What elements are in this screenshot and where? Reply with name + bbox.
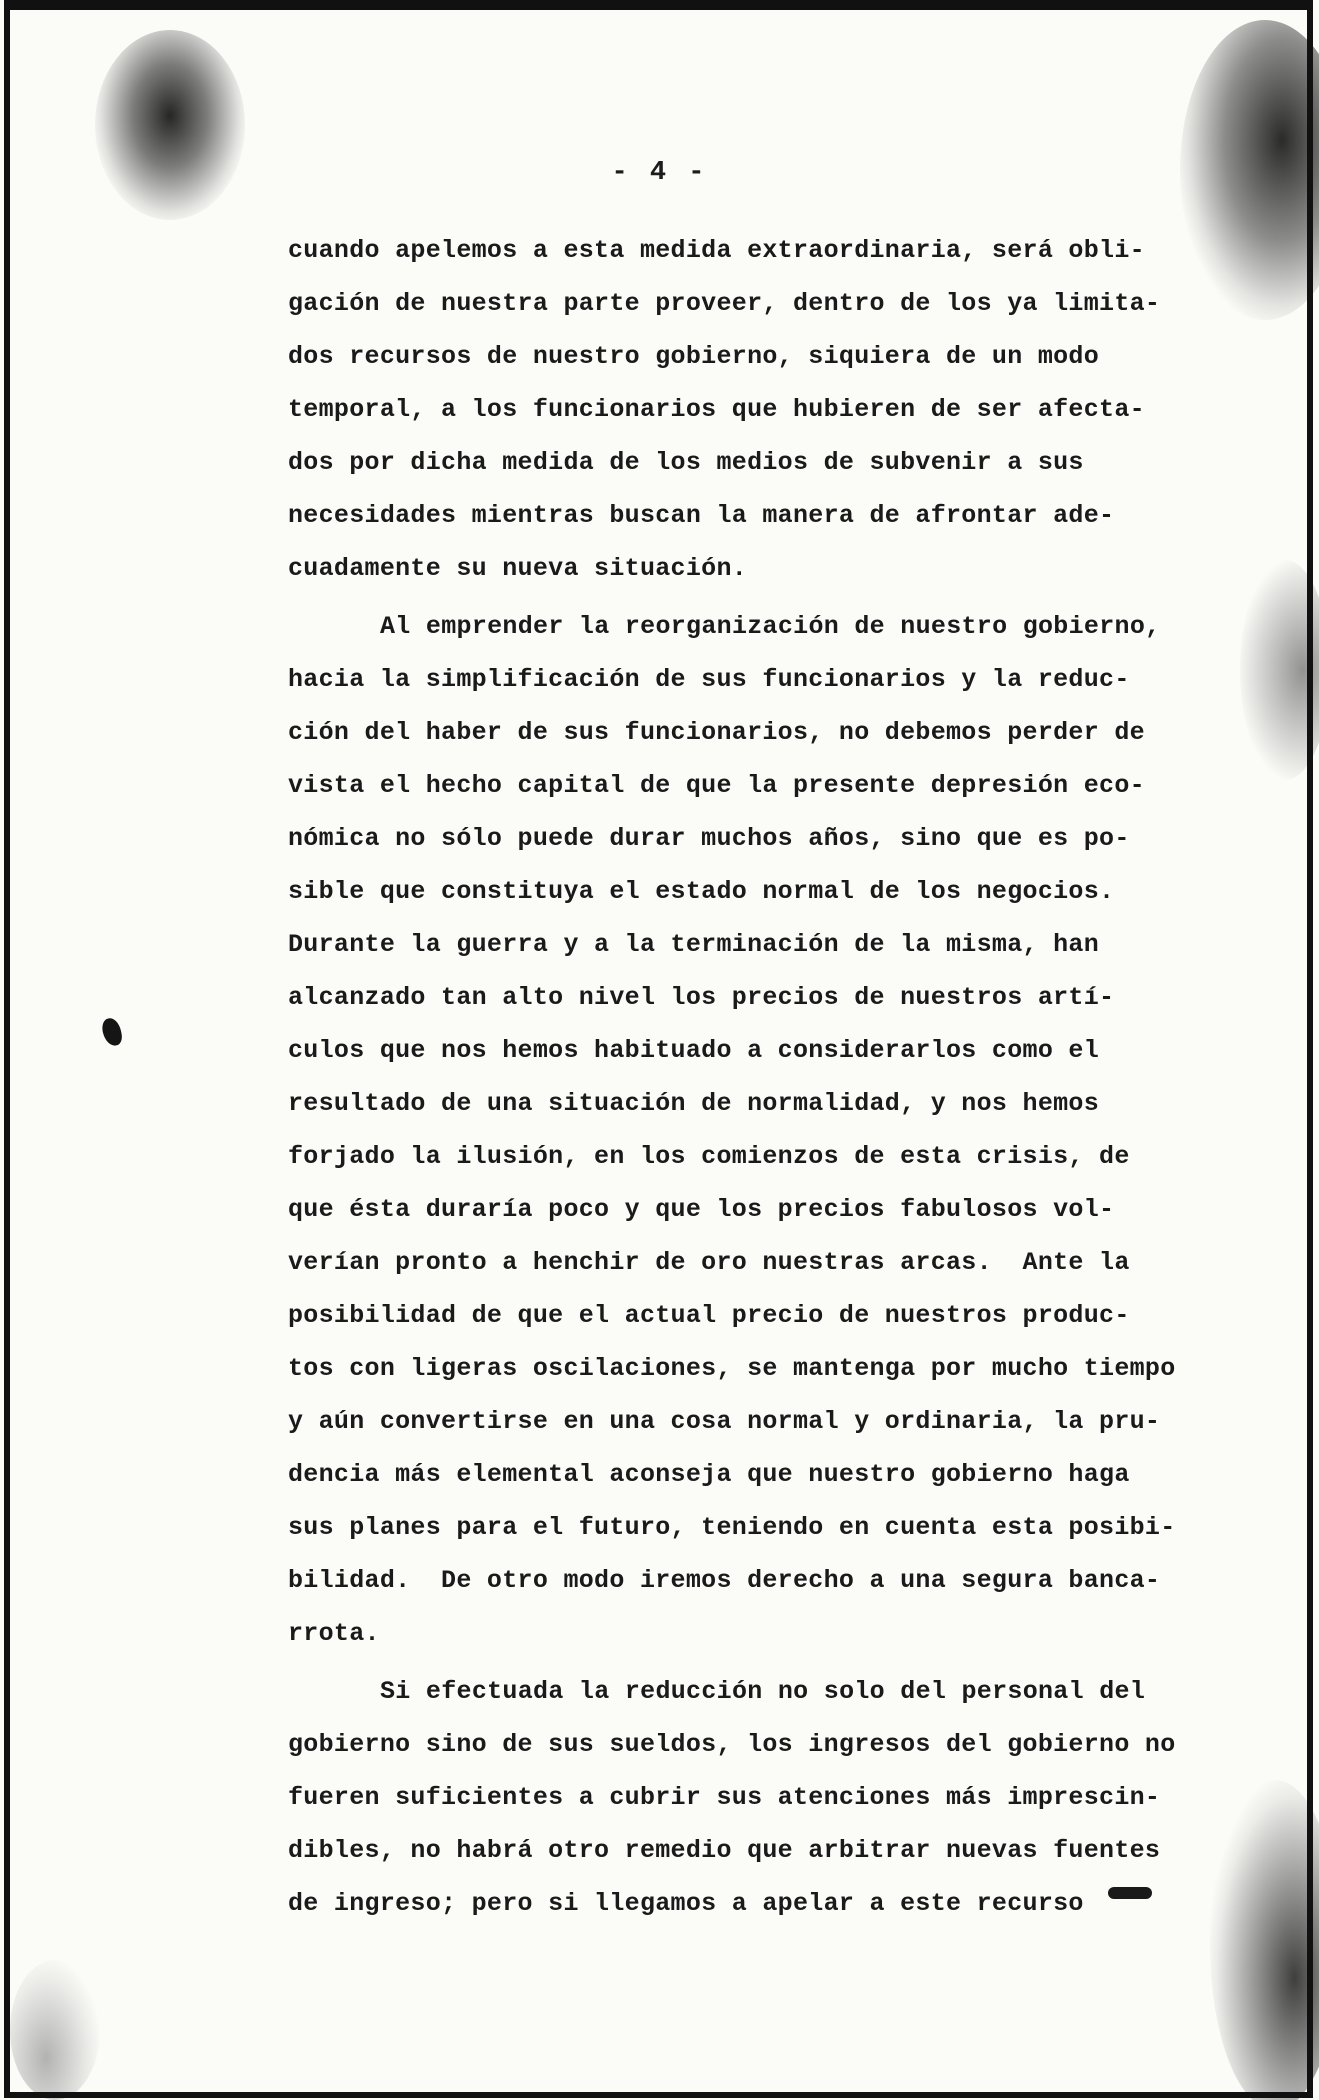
text-line: cuando apelemos a esta medida extraordinaria, será obli- [288,236,1145,265]
text-line: gobierno sino de sus sueldos, los ingresos del gobierno no [288,1730,1176,1759]
text-line: sible que constituya el estado normal de los negocios. [288,877,1115,906]
text-line: necesidades mientras buscan la manera de afrontar ade- [288,501,1115,530]
text-line: tos con ligeras oscilaciones, se mantenga por mucho tiempo [288,1354,1176,1383]
text-line: verían pronto a henchir de oro nuestras arcas. Ante la [288,1248,1130,1277]
text-line: alcanzado tan alto nivel los precios de nuestros artí- [288,983,1115,1012]
text-line: rrota. [288,1619,380,1648]
text-line: que ésta duraría poco y que los precios fabulosos vol- [288,1195,1115,1224]
text-line: ción del haber de sus funcionarios, no debemos perder de [288,718,1145,747]
text-line: Durante la guerra y a la terminación de la misma, han [288,930,1100,959]
text-line: forjado la ilusión, en los comienzos de esta crisis, de [288,1142,1130,1171]
text-line: vista el hecho capital de que la presente depresión eco- [288,771,1145,800]
text-line: de ingreso; pero si llegamos a apelar a este recurso [288,1889,1084,1918]
text-line: posibilidad de que el actual precio de nuestros produc- [288,1301,1130,1330]
continuation-dash [1108,1887,1152,1899]
page-number: - 4 - [611,158,708,188]
text-line: sus planes para el futuro, teniendo en cuenta esta posibi- [288,1513,1176,1542]
text-line: Si efectuada la reducción no solo del personal del [380,1677,1146,1706]
text-line: bilidad. De otro modo iremos derecho a una segura banca- [288,1566,1161,1595]
text-line: dos recursos de nuestro gobierno, siquiera de un modo [288,342,1100,371]
text-line: resultado de una situación de normalidad, y nos hemos [288,1089,1100,1118]
text-line: dibles, no habrá otro remedio que arbitrar nuevas fuentes [288,1836,1161,1865]
text-line: dos por dicha medida de los medios de subvenir a sus [288,448,1084,477]
text-line: Al emprender la reorganización de nuestro gobierno, [380,612,1161,641]
text-line: temporal, a los funcionarios que hubieren de ser afecta- [288,395,1145,424]
text-line: hacia la simplificación de sus funcionarios y la reduc- [288,665,1130,694]
text-line: fueren suficientes a cubrir sus atenciones más imprescin- [288,1783,1161,1812]
text-line: nómica no sólo puede durar muchos años, sino que es po- [288,824,1130,853]
text-line: cuadamente su nueva situación. [288,554,748,583]
text-line: y aún convertirse en una cosa normal y ordinaria, la pru- [288,1407,1161,1436]
text-line: culos que nos hemos habituado a considerarlos como el [288,1036,1100,1065]
text-line: dencia más elemental aconseja que nuestro gobierno haga [288,1460,1130,1489]
text-line: gación de nuestra parte proveer, dentro de los ya limita- [288,289,1161,318]
